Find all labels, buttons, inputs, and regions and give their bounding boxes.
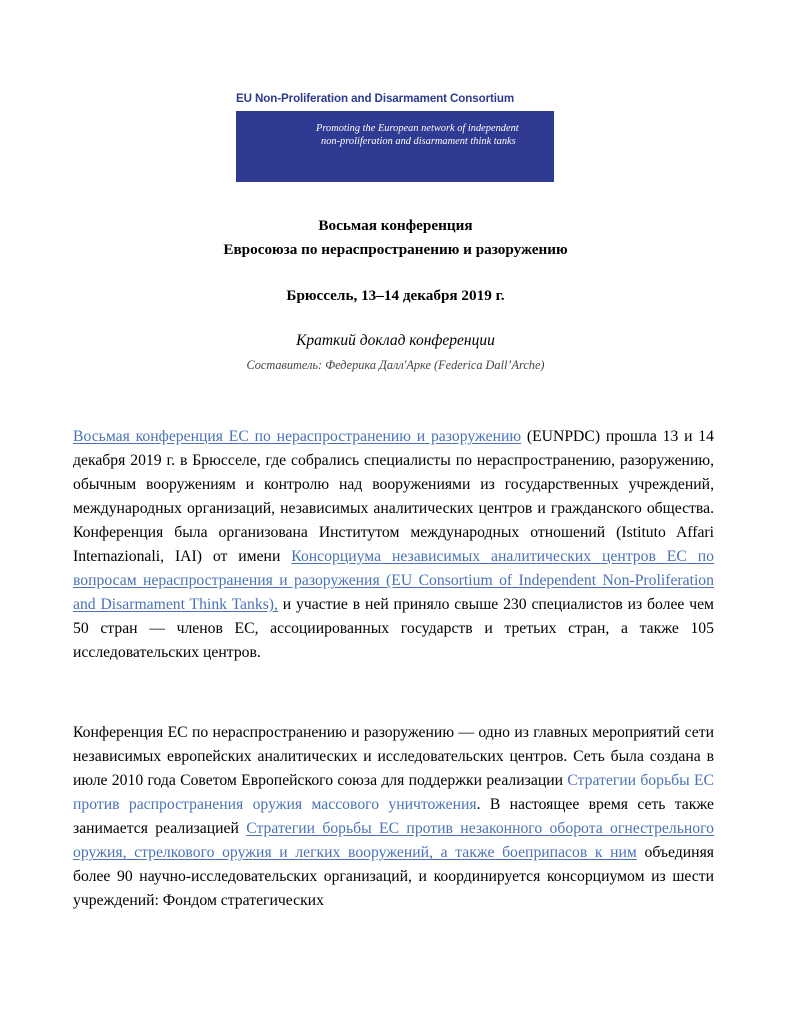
- paragraph-2: [73, 721, 714, 913]
- paragraph-2-text-b: . В настоящее время сеть также занимается реализацией: [73, 796, 714, 837]
- logo-title: EU Non-Proliferation and Disarmament Consortium: [236, 92, 515, 105]
- report-label: Краткий доклад конференции: [296, 332, 495, 349]
- paragraph-1-text-a: (EUNPDC) прошла 13 и 14 декабря 2019 г. в Брюсселе, где собрались специалисты по нераспространению, разоружению, обычным вооружениям и контролю над вооружениями из государственных учреждений, международных организаций, независимых аналитических центров и гражданского общества. Конференция была организована Институтом международных отношений (Istituto Affari Internazionali, IAI) от имени: [73, 428, 714, 565]
- document-title: [0, 214, 791, 262]
- consortium-link[interactable]: Консорциума независимых аналитических центров ЕС по вопросам нераспространения и разоружения (EU Consortium of Independent Non-Proliferation and Disarmament Think Tanks),: [73, 548, 714, 613]
- title-line-2: Евросоюза по нераспространению и разоружению: [223, 241, 568, 258]
- salw-strategy-link[interactable]: Стратегии борьбы ЕС против незаконного оборота огнестрельного оружия, стрелкового оружия и легких вооружений, а также боеприпасов к ним: [73, 820, 714, 861]
- logo-banner: [236, 111, 554, 182]
- dateline: Брюссель, 13–14 декабря 2019 г.: [286, 287, 505, 304]
- paragraph-2-text-a: Конференция ЕС по нераспространению и разоружению — одно из главных мероприятий сети независимых европейских аналитических и исследовательских центров. Сеть была создана в июле 2010 года Советом Европейского союза для поддержки реализации: [73, 724, 714, 789]
- paragraph-1: [73, 425, 714, 665]
- consortium-logo: [236, 92, 554, 182]
- conference-link[interactable]: Восьмая конференция ЕС по нераспространению и разоружению: [73, 428, 522, 445]
- wmd-strategy-link[interactable]: Стратегии борьбы ЕС против распространения оружия массового уничтожения: [73, 772, 715, 813]
- paragraph-1-text-b: и участие в ней приняло свыше 230 специалистов из более чем 50 стран — членов ЕС, ассоциированных государств и третьих стран, а также 105 исследовательских центров.: [73, 596, 714, 661]
- logo-tagline-line-2: non-proliferation and disarmament think tanks: [321, 136, 516, 147]
- title-line-1: Восьмая конференция: [318, 217, 473, 234]
- logo-tagline-line-1: Promoting the European network of independent: [316, 123, 519, 134]
- paragraph-2-text-c: объединяя более 90 научно-исследовательских организаций, и координируется консорциумом из шести учреждений: Фондом стратегических: [73, 844, 714, 909]
- compiler-credit: Составитель: Федерика Далл'Арке (Federica Dall’Arche): [246, 358, 545, 372]
